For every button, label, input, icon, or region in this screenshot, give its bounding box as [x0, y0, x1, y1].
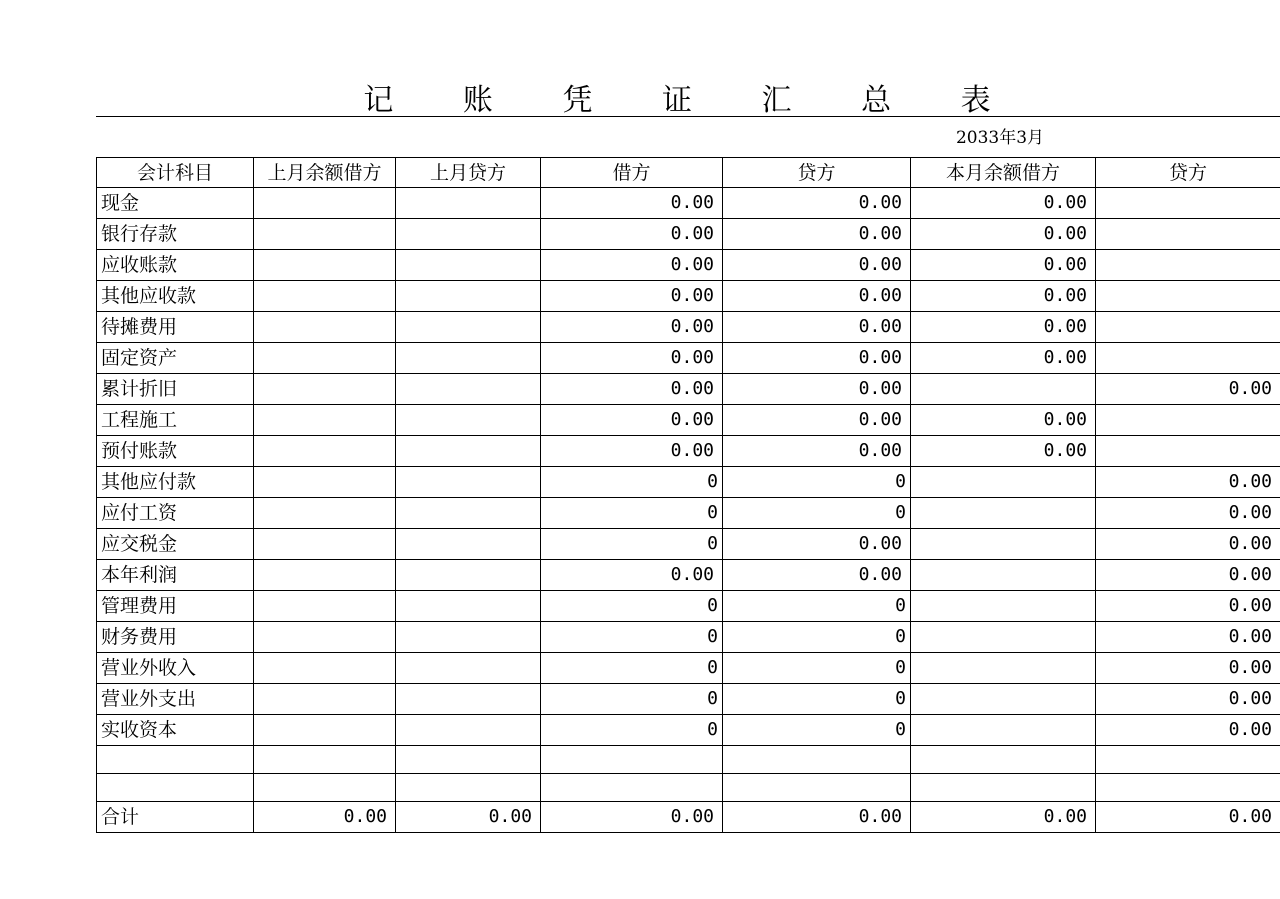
empty-cell — [254, 774, 396, 802]
account-name: 其他应收款 — [97, 281, 254, 312]
title-underline — [96, 116, 1280, 117]
table-row — [97, 467, 1280, 498]
cell-curr-debit: 0.00 — [911, 281, 1096, 312]
table-row — [97, 405, 1280, 436]
account-name: 预付账款 — [97, 436, 254, 467]
cell-debit: 0.00 — [541, 374, 723, 405]
cell-curr-debit — [911, 498, 1096, 529]
cell-curr-credit — [1096, 343, 1280, 374]
cell-credit: 0.00 — [723, 281, 911, 312]
col-header-prev-credit: 上月贷方 — [396, 158, 541, 188]
cell-debit: 0 — [541, 529, 723, 560]
cell-prev-credit — [396, 188, 541, 219]
col-header-debit: 借方 — [541, 158, 723, 188]
cell-debit: 0 — [541, 684, 723, 715]
account-name: 管理费用 — [97, 591, 254, 622]
cell-debit: 0 — [541, 653, 723, 684]
table-row — [97, 219, 1280, 250]
cell-curr-debit — [911, 715, 1096, 746]
cell-credit: 0 — [723, 715, 911, 746]
cell-curr-credit — [1096, 250, 1280, 281]
cell-prev-debit — [254, 560, 396, 591]
cell-prev-debit — [254, 715, 396, 746]
cell-curr-debit — [911, 591, 1096, 622]
cell-credit: 0.00 — [723, 529, 911, 560]
table-row — [97, 281, 1280, 312]
cell-curr-debit — [911, 622, 1096, 653]
empty-cell — [911, 774, 1096, 802]
cell-credit: 0.00 — [723, 250, 911, 281]
cell-curr-debit: 0.00 — [911, 343, 1096, 374]
table-row — [97, 343, 1280, 374]
table-row — [97, 684, 1280, 715]
cell-curr-credit — [1096, 281, 1280, 312]
table-row — [97, 498, 1280, 529]
cell-curr-debit — [911, 560, 1096, 591]
cell-credit: 0.00 — [723, 436, 911, 467]
cell-curr-debit: 0.00 — [911, 312, 1096, 343]
cell-curr-credit — [1096, 436, 1280, 467]
account-name: 实收资本 — [97, 715, 254, 746]
cell-prev-debit — [254, 312, 396, 343]
cell-prev-debit — [254, 653, 396, 684]
cell-curr-credit: 0.00 — [1096, 715, 1280, 746]
cell-credit: 0 — [723, 591, 911, 622]
total-prev-credit: 0.00 — [396, 802, 541, 833]
cell-curr-debit — [911, 684, 1096, 715]
cell-prev-debit — [254, 188, 396, 219]
cell-prev-credit — [396, 374, 541, 405]
total-debit: 0.00 — [541, 802, 723, 833]
cell-credit: 0.00 — [723, 312, 911, 343]
cell-credit: 0.00 — [723, 219, 911, 250]
cell-debit: 0 — [541, 591, 723, 622]
cell-debit: 0 — [541, 715, 723, 746]
table-row — [97, 560, 1280, 591]
cell-curr-credit — [1096, 405, 1280, 436]
cell-curr-credit: 0.00 — [1096, 374, 1280, 405]
cell-curr-credit — [1096, 312, 1280, 343]
cell-debit: 0 — [541, 467, 723, 498]
cell-prev-debit — [254, 250, 396, 281]
cell-debit: 0.00 — [541, 405, 723, 436]
cell-curr-debit: 0.00 — [911, 250, 1096, 281]
cell-prev-debit — [254, 622, 396, 653]
cell-prev-credit — [396, 219, 541, 250]
cell-curr-debit: 0.00 — [911, 436, 1096, 467]
cell-debit: 0.00 — [541, 250, 723, 281]
cell-prev-credit — [396, 591, 541, 622]
cell-curr-credit: 0.00 — [1096, 622, 1280, 653]
col-header-curr-debit: 本月余额借方 — [911, 158, 1096, 188]
cell-prev-debit — [254, 529, 396, 560]
cell-prev-debit — [254, 219, 396, 250]
total-curr-credit: 0.00 — [1096, 802, 1280, 833]
cell-curr-credit: 0.00 — [1096, 560, 1280, 591]
cell-curr-credit — [1096, 188, 1280, 219]
cell-credit: 0 — [723, 684, 911, 715]
cell-debit: 0.00 — [541, 219, 723, 250]
cell-prev-credit — [396, 622, 541, 653]
cell-credit: 0.00 — [723, 188, 911, 219]
account-name: 营业外支出 — [97, 684, 254, 715]
cell-curr-credit: 0.00 — [1096, 529, 1280, 560]
header-row — [97, 158, 1280, 188]
cell-prev-debit — [254, 405, 396, 436]
account-name: 应付工资 — [97, 498, 254, 529]
table-row — [97, 591, 1280, 622]
account-name: 本年利润 — [97, 560, 254, 591]
account-name: 固定资产 — [97, 343, 254, 374]
account-name: 待摊费用 — [97, 312, 254, 343]
total-row — [97, 802, 1280, 833]
account-name: 其他应付款 — [97, 467, 254, 498]
account-name: 现金 — [97, 188, 254, 219]
cell-prev-credit — [396, 281, 541, 312]
cell-debit: 0.00 — [541, 312, 723, 343]
cell-credit: 0.00 — [723, 405, 911, 436]
table-row — [97, 188, 1280, 219]
cell-credit: 0 — [723, 622, 911, 653]
cell-prev-credit — [396, 498, 541, 529]
cell-curr-credit: 0.00 — [1096, 653, 1280, 684]
cell-curr-debit — [911, 467, 1096, 498]
cell-prev-debit — [254, 684, 396, 715]
total-label: 合计 — [97, 802, 254, 833]
cell-debit: 0.00 — [541, 436, 723, 467]
cell-debit: 0.00 — [541, 343, 723, 374]
empty-cell — [396, 746, 541, 774]
table-row — [97, 374, 1280, 405]
cell-debit: 0.00 — [541, 560, 723, 591]
cell-curr-debit: 0.00 — [911, 219, 1096, 250]
empty-cell — [723, 746, 911, 774]
report-period: 2033年3月 — [955, 128, 1045, 148]
empty-cell — [97, 774, 254, 802]
account-name: 应收账款 — [97, 250, 254, 281]
empty-cell — [541, 746, 723, 774]
table-row — [97, 653, 1280, 684]
table-row — [97, 622, 1280, 653]
cell-prev-debit — [254, 374, 396, 405]
cell-credit: 0 — [723, 498, 911, 529]
account-name: 应交税金 — [97, 529, 254, 560]
cell-prev-credit — [396, 343, 541, 374]
cell-curr-debit — [911, 374, 1096, 405]
total-credit: 0.00 — [723, 802, 911, 833]
cell-prev-credit — [396, 529, 541, 560]
summary-table — [96, 157, 1280, 833]
cell-prev-credit — [396, 653, 541, 684]
account-name: 银行存款 — [97, 219, 254, 250]
total-curr-debit: 0.00 — [911, 802, 1096, 833]
empty-cell — [911, 746, 1096, 774]
cell-debit: 0 — [541, 498, 723, 529]
cell-curr-credit: 0.00 — [1096, 684, 1280, 715]
cell-curr-debit: 0.00 — [911, 405, 1096, 436]
cell-curr-debit: 0.00 — [911, 188, 1096, 219]
cell-prev-debit — [254, 467, 396, 498]
account-name: 累计折旧 — [97, 374, 254, 405]
blank-row — [97, 746, 1280, 774]
cell-credit: 0.00 — [723, 374, 911, 405]
cell-prev-debit — [254, 281, 396, 312]
table-row — [97, 715, 1280, 746]
account-name: 财务费用 — [97, 622, 254, 653]
cell-curr-debit — [911, 529, 1096, 560]
cell-debit: 0.00 — [541, 281, 723, 312]
blank-row — [97, 774, 1280, 802]
cell-prev-debit — [254, 343, 396, 374]
col-header-account: 会计科目 — [97, 158, 254, 188]
table-row — [97, 529, 1280, 560]
cell-curr-debit — [911, 653, 1096, 684]
cell-credit: 0.00 — [723, 343, 911, 374]
cell-prev-credit — [396, 250, 541, 281]
cell-prev-credit — [396, 436, 541, 467]
cell-curr-credit: 0.00 — [1096, 498, 1280, 529]
cell-curr-credit — [1096, 219, 1280, 250]
cell-credit: 0 — [723, 467, 911, 498]
page-title: 记 账 凭 证 汇 总 表 — [363, 83, 1021, 118]
col-header-curr-credit: 贷方 — [1096, 158, 1280, 188]
total-prev-debit: 0.00 — [254, 802, 396, 833]
col-header-prev-debit: 上月余额借方 — [254, 158, 396, 188]
cell-prev-debit — [254, 436, 396, 467]
cell-credit: 0.00 — [723, 560, 911, 591]
empty-cell — [541, 774, 723, 802]
cell-prev-credit — [396, 467, 541, 498]
empty-cell — [396, 774, 541, 802]
cell-credit: 0 — [723, 653, 911, 684]
cell-curr-credit: 0.00 — [1096, 467, 1280, 498]
cell-prev-credit — [396, 405, 541, 436]
col-header-credit: 贷方 — [723, 158, 911, 188]
cell-prev-credit — [396, 560, 541, 591]
table-row — [97, 312, 1280, 343]
empty-cell — [723, 774, 911, 802]
account-name: 工程施工 — [97, 405, 254, 436]
empty-cell — [1096, 746, 1280, 774]
account-name: 营业外收入 — [97, 653, 254, 684]
cell-debit: 0.00 — [541, 188, 723, 219]
cell-prev-credit — [396, 715, 541, 746]
empty-cell — [254, 746, 396, 774]
cell-prev-debit — [254, 498, 396, 529]
cell-prev-credit — [396, 312, 541, 343]
cell-prev-debit — [254, 591, 396, 622]
table-row — [97, 436, 1280, 467]
table-row — [97, 250, 1280, 281]
cell-debit: 0 — [541, 622, 723, 653]
empty-cell — [1096, 774, 1280, 802]
cell-curr-credit: 0.00 — [1096, 591, 1280, 622]
cell-prev-credit — [396, 684, 541, 715]
empty-cell — [97, 746, 254, 774]
